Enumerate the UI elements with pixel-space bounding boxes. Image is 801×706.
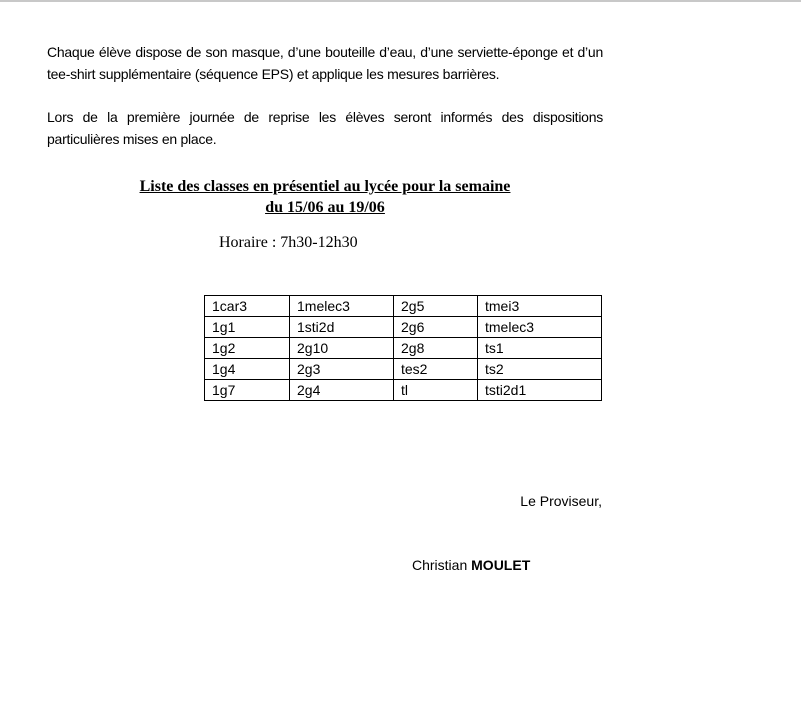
table-cell: 1g7 xyxy=(205,380,290,401)
table-cell: 2g4 xyxy=(290,380,394,401)
table-cell: 2g5 xyxy=(394,296,478,317)
table-cell: tes2 xyxy=(394,359,478,380)
schedule-hours: Horaire : 7h30-12h30 xyxy=(219,234,358,251)
table-cell: 1g1 xyxy=(205,317,290,338)
table-cell: 1sti2d xyxy=(290,317,394,338)
table-cell: 2g8 xyxy=(394,338,478,359)
signature-last-name: MOULET xyxy=(471,557,531,573)
classes-table xyxy=(204,295,602,401)
table-cell: 1g2 xyxy=(205,338,290,359)
list-title-line1: Liste des classes en présentiel au lycée pour la semaine xyxy=(139,178,511,195)
table-cell: tsti2d1 xyxy=(478,380,602,401)
page-top-border xyxy=(0,0,801,2)
paragraph-equipment: Chaque élève dispose de son masque, d’une bouteille d’eau, d’une serviette-éponge et d’un tee-shirt supplémentaire (séquence EPS) et applique les mesures barrières. xyxy=(47,44,603,82)
list-title xyxy=(100,176,550,218)
table-row xyxy=(205,338,602,359)
table-cell: tl xyxy=(394,380,478,401)
table-cell: 1car3 xyxy=(205,296,290,317)
signature-first-name: Christian xyxy=(412,557,468,573)
table-cell: ts2 xyxy=(478,359,602,380)
table-row xyxy=(205,380,602,401)
signature-role: Le Proviseur, xyxy=(520,493,602,509)
table-cell: 1g4 xyxy=(205,359,290,380)
table-cell: ts1 xyxy=(478,338,602,359)
paragraph-first-day: Lors de la première journée de reprise les élèves seront informés des dispositions particulières mises en place. xyxy=(47,109,603,147)
table-row xyxy=(205,317,602,338)
list-title-line2: du 15/06 au 19/06 xyxy=(265,199,385,216)
table-cell: tmei3 xyxy=(478,296,602,317)
signature-name xyxy=(412,557,530,573)
table-row xyxy=(205,359,602,380)
table-cell: 2g3 xyxy=(290,359,394,380)
table-row xyxy=(205,296,602,317)
table-cell: 2g10 xyxy=(290,338,394,359)
table-cell: 2g6 xyxy=(394,317,478,338)
table-cell: tmelec3 xyxy=(478,317,602,338)
table-cell: 1melec3 xyxy=(290,296,394,317)
